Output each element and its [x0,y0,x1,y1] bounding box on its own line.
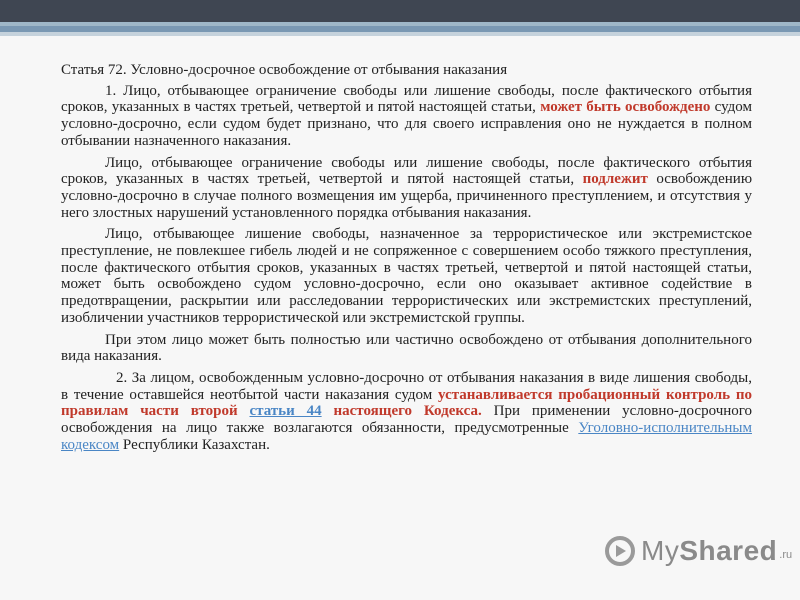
logo-brand-bold: Shared [679,535,778,566]
highlight-may-be-released: может быть освобождено [540,99,711,116]
highlight-subject-to: подлежит [582,171,648,188]
link-criminal-executive-code[interactable]: Уголовно-исполнительным кодексом [61,420,752,453]
header-stripe [0,32,800,36]
paragraph-1 [61,83,752,150]
top-header-bar [0,0,800,22]
paragraph-5-middle: При применении условно-досрочного освобождения на лицо также возлагаются обязанности, предусмотренные [61,403,753,437]
myshared-watermark [605,535,792,567]
paragraph-1-tail: судом условно-досрочно, если судом будет признано, что для своего исправления оно не нуждается в полном отбывании назначенного наказания. [61,99,753,149]
paragraph-5-lead: 2. За лицом, освобожденным условно-досрочно от отбывания наказания в виде лишения свободы, в течение оставшейся неотбытой части наказания судом [61,369,752,403]
logo-brand-light: My [641,535,680,566]
article-title: Статья 72. Условно-досрочное освобождение от отбывания наказания [61,62,508,78]
link-article-44[interactable]: статьи 44 [249,403,322,420]
slide-content [61,62,752,458]
paragraph-2-lead: Лицо, отбывающее ограничение свободы или лишение свободы, после фактического отбытия сроков, указанных в частях третьей, четвертой и пятой настоящей статьи, [61,154,752,188]
myshared-logo-icon [605,536,635,566]
paragraph-2-tail: освобождению условно-досрочно в случае полного возмещения им ущерба, причиненного преступлением, и отсутствия у него злостных нарушений установленного порядка отбывания наказания. [61,171,753,221]
highlight-probation-control: устанавливается пробационный контроль по правилам части второй [61,386,753,420]
paragraph-3: Лицо, отбывающее лишение свободы, назначенное за террористическое или экстремистское преступление, не повлекшее гибель людей и не сопряженное с совершением особо тяжкого преступления, после фактического отбытия сроков, указанных в частях третьей, четвертой и пятой настоящей статьи, может быть освобождено судом условно-досрочно, если оно оказывает активное содействие в предотвращении, раскрытии или расследовании террористических или экстремистских преступлений, изобличении участников террористической или экстремистской группы. [61,226,752,326]
paragraph-5-tail: Республики Казахстан. [122,436,270,453]
highlight-this-code: настоящего Кодекса. [333,403,482,420]
paragraph-1-lead: 1. Лицо, отбывающее ограничение свободы или лишение свободы, после фактического отбытия сроков, указанных в частях третьей, четвертой и пятой настоящей статьи, [61,82,752,116]
paragraph-4: При этом лицо может быть полностью или частично освобождено от отбывания дополнительного вида наказания. [61,331,752,365]
paragraph-2 [61,155,752,222]
paragraph-5 [61,370,752,454]
logo-suffix: .ru [779,549,793,561]
